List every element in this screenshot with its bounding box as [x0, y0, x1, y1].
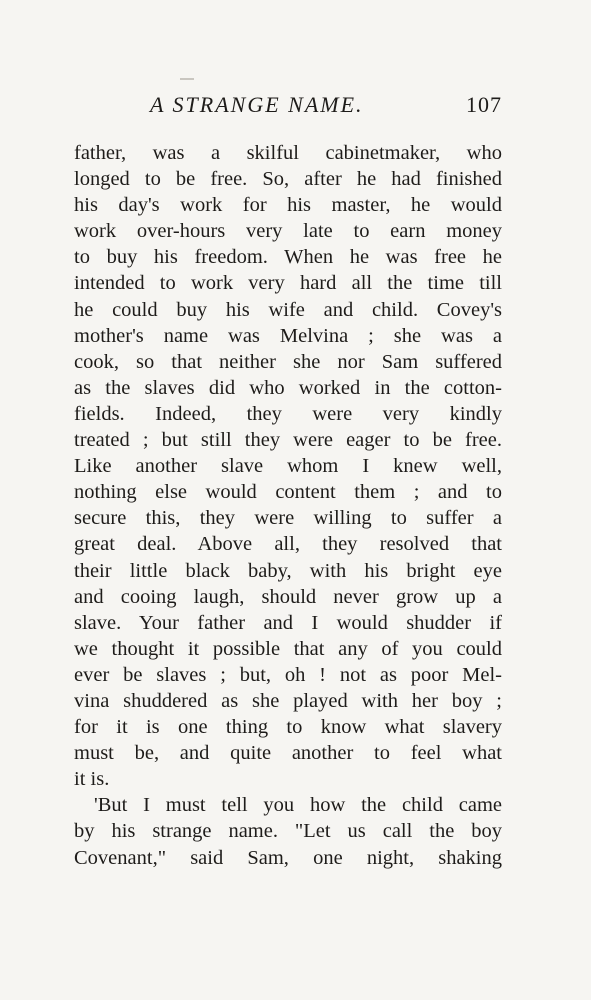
text-line: fields. Indeed, they were very kindly — [74, 402, 502, 425]
running-head-title: A STRANGE NAME. — [150, 92, 364, 117]
text-line: must be, and quite another to feel what — [74, 742, 502, 765]
text-line: intended to work very hard all the time till — [74, 272, 502, 295]
text-line: mother's name was Melvina ; she was a — [74, 324, 502, 347]
text-line: to buy his freedom. When he was free he — [74, 246, 502, 269]
text-line: nothing else would content them ; and to — [74, 481, 502, 504]
text-line: he could buy his wife and child. Covey's — [74, 298, 502, 321]
text-line: as the slaves did who worked in the cotton- — [74, 376, 502, 399]
text-line: 'But I must tell you how the child came — [94, 794, 502, 817]
text-line: slave. Your father and I would shudder if — [74, 611, 502, 634]
text-line: by his strange name. "Let us call the boy — [74, 820, 502, 843]
text-line: ever be slaves ; but, oh ! not as poor Mel- — [74, 663, 502, 686]
text-line: we thought it possible that any of you could — [74, 637, 502, 660]
page-number: 107 — [466, 92, 502, 117]
text-line: longed to be free. So, after he had finished — [74, 168, 502, 191]
text-line: Like another slave whom I knew well, — [74, 455, 502, 478]
text-line: it is. — [74, 768, 110, 791]
text-line: for it is one thing to know what slavery — [74, 716, 502, 739]
text-line: their little black baby, with his bright eye — [74, 559, 502, 582]
text-line: and cooing laugh, should never grow up a — [74, 585, 502, 608]
text-line: treated ; but still they were eager to be free. — [74, 429, 502, 452]
text-line: father, was a skilful cabinetmaker, who — [74, 142, 502, 164]
text-line: his day's work for his master, he would — [74, 194, 502, 217]
text-line: secure this, they were willing to suffer a — [74, 507, 502, 530]
text-line: great deal. Above all, they resolved that — [74, 533, 502, 556]
body-text — [74, 140, 502, 871]
page-blemish — [180, 78, 194, 80]
running-head — [74, 92, 502, 122]
text-line: vina shuddered as she played with her boy ; — [74, 689, 502, 712]
text-line: Covenant," said Sam, one night, shaking — [74, 846, 502, 869]
text-line: work over-hours very late to earn money — [74, 220, 502, 243]
text-line: cook, so that neither she nor Sam suffered — [74, 350, 502, 373]
